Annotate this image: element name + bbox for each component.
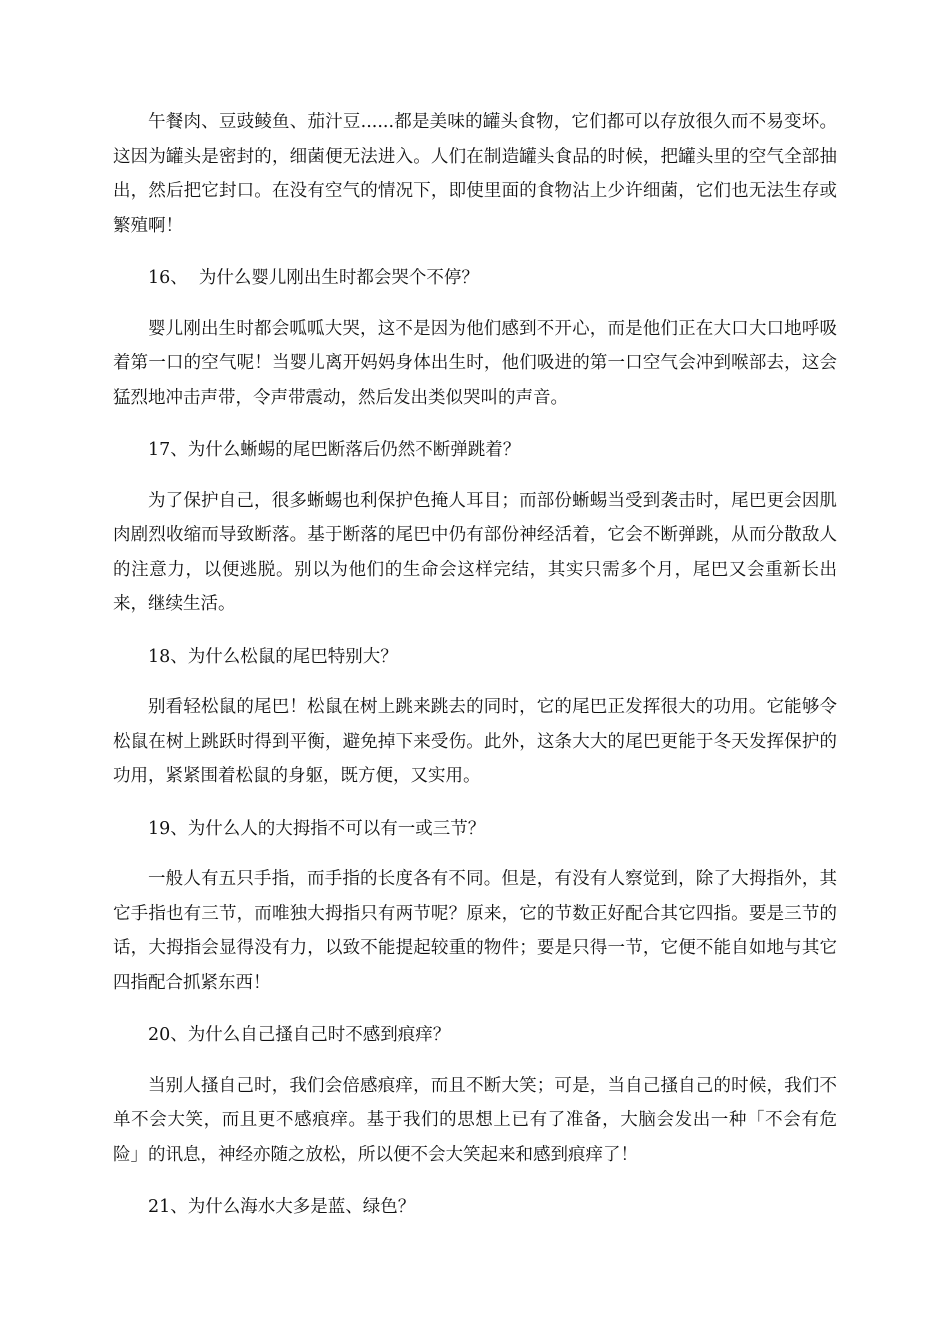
paragraph-canned-food: 午餐肉、豆豉鲮鱼、茄汁豆......都是美味的罐头食物，它们都可以存放很久而不易变坏。这因为罐头是密封的，细菌便无法进入。人们在制造罐头食品的时候，把罐头里的空气全部抽出，然后把它封口。在没有空气的情况下，即使里面的食物沾上少许细菌，它们也无法生存或繁殖啊！ xyxy=(113,112,837,236)
heading-question-21: 21、为什么海水大多是蓝、绿色？ xyxy=(148,1197,416,1217)
heading-question-16: 16、 为什么婴儿刚出生时都会哭个不停？ xyxy=(148,268,479,288)
heading-question-18: 18、为什么松鼠的尾巴特别大？ xyxy=(148,646,398,667)
heading-question-19: 19、为什么人的大拇指不可以有一或三节？ xyxy=(148,818,486,839)
paragraph-lizard-tail: 为了保护自己，很多蜥蜴也利保护色掩人耳目；而部份蜥蜴当受到袭击时，尾巴更会因肌肉剧烈收缩而导致断落。基于断落的尾巴中仍有部份神经活着，它会不断弹跳，从而分散敌人的注意力，以便逃脱。别以为他们的生命会这样完结，其实只需多个月，尾巴又会重新长出来，继续生活。 xyxy=(113,490,837,614)
heading-question-17: 17、为什么蜥蜴的尾巴断落后仍然不断弹跳着？ xyxy=(148,440,521,460)
heading-question-20: 20、为什么自己搔自己时不感到痕痒？ xyxy=(148,1025,451,1045)
paragraph-tickling: 当别人搔自己时，我们会倍感痕痒，而且不断大笑；可是，当自己搔自己的时候，我们不单不会大笑，而且更不感痕痒。基于我们的思想上已有了准备，大脑会发出一种「不会有危险」的讯息，神经亦随之放松，所以便不会大笑起来和感到痕痒了！ xyxy=(113,1075,837,1165)
paragraph-baby-crying: 婴儿刚出生时都会呱呱大哭，这不是因为他们感到不开心，而是他们正在大口大口地呼吸着第一口的空气呢！当婴儿离开妈妈身体出生时，他们吸进的第一口空气会冲到喉部去，这会猛烈地冲击声带，令声带震动，然后发出类似哭叫的声音。 xyxy=(113,318,837,408)
paragraph-squirrel-tail: 别看轻松鼠的尾巴！松鼠在树上跳来跳去的同时，它的尾巴正发挥很大的功用。它能够令松鼠在树上跳跃时得到平衡，避免掉下来受伤。此外，这条大大的尾巴更能于冬天发挥保护的功用，紧紧围着松鼠的身躯，既方便，又实用。 xyxy=(113,697,837,786)
paragraph-thumb: 一般人有五只手指，而手指的长度各有不同。但是，有没有人察觉到，除了大拇指外，其它手指也有三节，而唯独大拇指只有两节呢？原来，它的节数正好配合其它四指。要是三节的话，大拇指会显得没有力，以致不能提起较重的物件；要是只得一节，它便不能自如地与其它四指配合抓紧东西！ xyxy=(113,869,837,993)
document-page xyxy=(113,105,837,1225)
